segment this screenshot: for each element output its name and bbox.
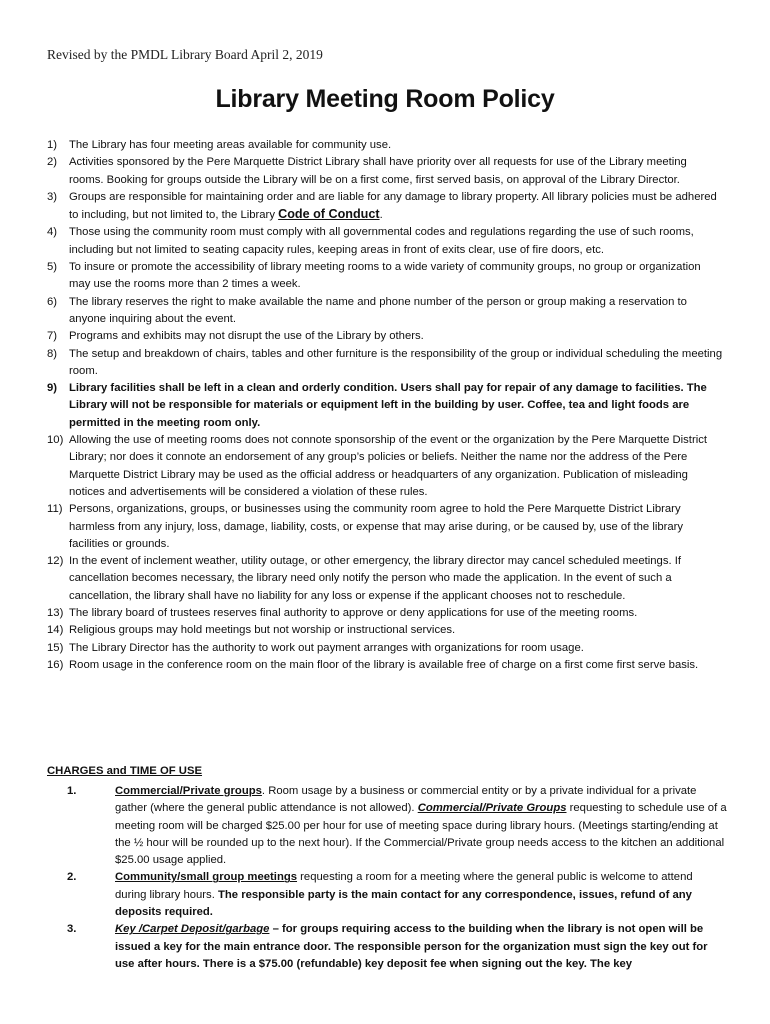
item-number: 14) xyxy=(47,624,64,637)
charges-heading: CHARGES and TIME OF USE xyxy=(47,765,203,777)
list-item xyxy=(47,328,723,345)
item-text-tail: . xyxy=(379,209,383,222)
code-of-conduct-link[interactable]: Code of Conduct xyxy=(278,207,380,222)
item-number: 13) xyxy=(47,607,64,620)
list-item xyxy=(47,346,723,381)
item-lead: Key /Carpet Deposit/garbage xyxy=(115,923,270,936)
item-text: In the event of inclement weather, utility outage, or other emergency, the library director may cancel scheduled meetings. If cancellation becomes necessary, the library need only notify the person who made the application. In the event of such a cancellation, the library shall have no liability for any loss or expense if the applicant chooses not to reschedule. xyxy=(69,555,682,602)
item-text: Those using the community room must comply with all governmental codes and regulations regarding the use of such rooms, including but not limited to seating capacity rules, keeping areas in front of exits clear, use of fire doors, etc. xyxy=(69,226,694,256)
item-number: 3. xyxy=(67,923,77,936)
item-number: 11) xyxy=(47,503,63,516)
item-number: 2. xyxy=(67,871,77,884)
item-number: 8) xyxy=(47,347,58,360)
page-title: Library Meeting Room Policy xyxy=(215,85,555,113)
item-text: The setup and breakdown of chairs, tables and other furniture is the responsibility of the group or individual scheduling the meeting room. xyxy=(69,347,723,377)
list-item xyxy=(47,432,723,501)
list-item xyxy=(47,380,723,432)
item-text: Library facilities shall be left in a clean and orderly condition. Users shall pay for repair of any damage to facilities. The Library will not be responsible for materials or equipment left in the building by user. Coffee, tea and light foods are permitted in the meeting room only. xyxy=(69,382,707,429)
item-number: 5) xyxy=(47,261,58,274)
item-text: Persons, organizations, groups, or businesses using the community room agree to hold the Pere Marquette District Library harmless from any injury, loss, damage, liability, costs, or expense that may arise during, or be caused by, use of the library facilities or grounds. xyxy=(69,503,684,550)
item-number: 1) xyxy=(47,139,58,151)
item-text: The library reserves the right to make available the name and phone number of the person or group making a reservation to anyone inquiring about the event. xyxy=(69,295,687,325)
item-number: 4) xyxy=(47,226,58,239)
item-number: 6) xyxy=(47,295,58,308)
list-item xyxy=(47,154,723,189)
list-item xyxy=(47,783,727,869)
item-number: 7) xyxy=(47,330,58,343)
list-item xyxy=(47,224,723,259)
item-text: requesting a room for a meeting where the general public is welcome to attend during library hours. xyxy=(115,871,693,901)
list-item xyxy=(47,501,723,553)
list-item xyxy=(47,622,723,639)
list-item xyxy=(47,259,723,294)
item-number: 1. xyxy=(67,785,77,797)
list-item xyxy=(47,921,727,973)
item-text: The Library has four meeting areas available for community use. xyxy=(69,139,392,151)
item-text: Activities sponsored by the Pere Marquette District Library shall have priority over all requests for use of the Library meeting rooms. Booking for groups outside the Library will be on a first come, first served basis, on approval of the Library Director. xyxy=(69,156,687,186)
charges-list xyxy=(47,783,727,973)
item-text: Allowing the use of meeting rooms does not connote sponsorship of the event or the organization by the Pere Marquette District Library; nor does it connote an endorsement of any group’s policies or beliefs. Neither the name nor the address of the Pere Marquette District Library may be used as the official address or headquarters of any organization. Publication of misleading notices and advertisements will be considered a violation of these rules. xyxy=(69,434,708,498)
item-text: The library board of trustees reserves final authority to approve or deny applications for use of the meeting rooms. xyxy=(69,607,638,620)
list-item xyxy=(47,657,723,674)
item-text: Programs and exhibits may not disrupt the use of the Library by others. xyxy=(69,330,424,343)
item-text: Room usage in the conference room on the main floor of the library is available free of charge on a first come first serve basis. xyxy=(69,658,699,671)
revision-note: Revised by the PMDL Library Board April 2, 2019 xyxy=(47,47,323,62)
list-item xyxy=(47,605,723,622)
item-number: 15) xyxy=(47,641,64,654)
list-item xyxy=(47,553,723,605)
item-text: . Room usage by a business or commercial entity or by a private individual for a private gather (where the general public attendance is not allowed). xyxy=(115,785,697,815)
list-item xyxy=(47,189,723,225)
list-item xyxy=(47,137,723,154)
item-text: Religious groups may hold meetings but not worship or instructional services. xyxy=(69,624,456,637)
item-bold-text: – for groups requiring access to the building when the library is not open will be issued a key for the main entrance door. The responsible person for the organization must sign the key out for use after hours. There is a $75.00 (refundable) key deposit fee when signing out the key. The key xyxy=(115,923,708,970)
item-number: 3) xyxy=(47,190,58,203)
item-text: Groups are responsible for maintaining order and are liable for any damage to library property. All library policies must be adhered to including, but not limited to, the Library xyxy=(69,190,717,222)
item-number: 16) xyxy=(47,658,64,671)
item-number: 2) xyxy=(47,156,58,169)
list-item xyxy=(47,869,727,921)
item-number: 10) xyxy=(47,434,64,447)
list-item xyxy=(47,294,723,329)
item-emphasis: Commercial/Private Groups xyxy=(417,802,567,815)
item-text: The Library Director has the authority to work out payment arranges with organizations for room usage. xyxy=(69,641,584,654)
item-number: 12) xyxy=(47,555,64,568)
item-text: To insure or promote the accessibility of library meeting rooms to a wide variety of community groups, no group or organization may use the rooms more than 2 times a week. xyxy=(69,261,701,291)
item-bold-text: The responsible party is the main contact for any correspondence, issues, refund of any deposits required. xyxy=(115,888,692,919)
item-number: 9) xyxy=(47,382,58,395)
list-item xyxy=(47,640,723,657)
item-lead: Commercial/Private groups xyxy=(115,785,262,797)
item-text-continued: requesting to schedule use of a meeting room will be charged $25.00 per hour for use of meeting space during library hours. (Meetings starting/ending at the ½ hour will be rounded up to the next hour). If the Commercial/Private group needs access to the kitchen an additional $25.00 usage applied. xyxy=(115,802,727,867)
policy-list xyxy=(47,137,723,674)
item-lead: Community/small group meetings xyxy=(115,871,298,884)
